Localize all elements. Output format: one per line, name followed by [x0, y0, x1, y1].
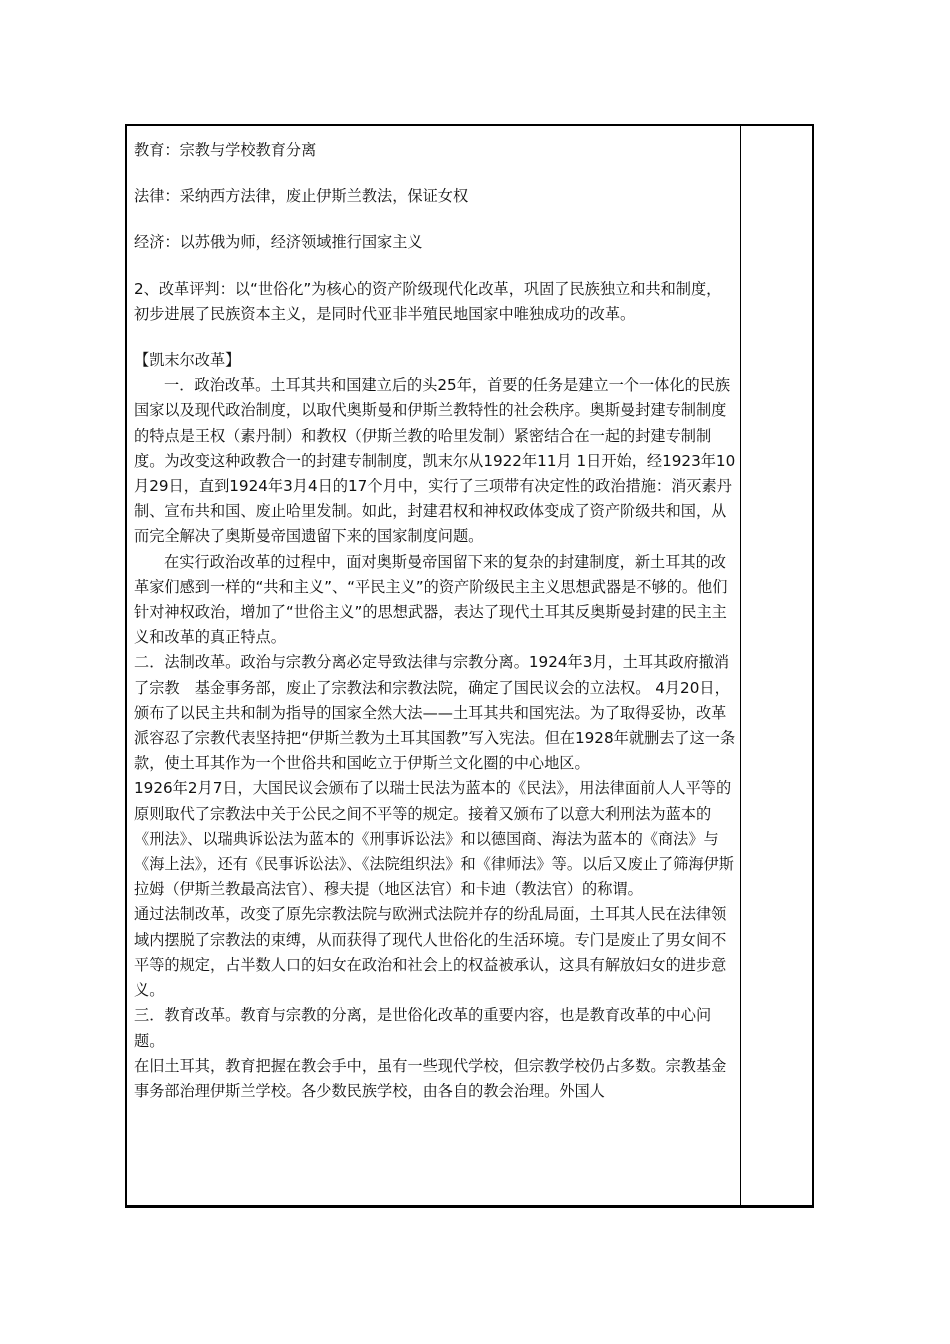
paragraph-old-education: 在旧土耳其，教育把握在教会手中，虽有一些现代学校，但宗教学校仍占多数。宗教基金事务部治理伊斯兰学校。各少数民族学校，由各自的教会治理。外国人	[134, 1056, 727, 1100]
paragraph-legal-effects: 通过法制改革，改变了原先宗教法院与欧洲式法院并存的纷乱局面，土耳其人民在法律领域内摆脱了宗教法的束缚，从而获得了现代人世俗化的生活环境。专门是废止了男女间不平等的规定，占半数人口的妇女在政治和社会上的权益被承认，这具有解放妇女的进步意义。	[134, 905, 727, 1000]
reform-evaluation: 2、改革评判：以“世俗化”为核心的资产阶级现代化改革，巩固了民族独立和共和制度，初步进展了民族资本主义，是同时代亚非半殖民地国家中唯独成功的改革。	[134, 279, 722, 323]
note-law: 法律：采纳西方法律，废止伊斯兰教法，保证女权	[134, 187, 469, 206]
paragraph-education-reform: 三．教育改革。教育与宗教的分离，是世俗化改革的重要内容，也是教育改革的中心问题。	[134, 1006, 712, 1050]
section-heading: 【凯末尔改革】	[134, 351, 241, 370]
paragraph-legal-reform: 二．法制改革。政治与宗教分离必定导致法律与宗教分离。1924年3月，土耳其政府撤消了宗教 基金事务部，废止了宗教法和宗教法院，确定了国民议会的立法权。 4月20日，颁布了以民主共和制为指导的国家全然大法——土耳其共和国宪法。为了取得妥协，改革派容忍了宗教代表坚持把“伊斯兰教为土耳其国教”写入宪法。但在1928年就删去了这一条款，使土耳其作为一个世俗共和国屹立于伊斯兰文化圈的中心地区。	[134, 653, 736, 773]
document-content	[134, 138, 736, 1204]
column-divider	[740, 124, 741, 1208]
paragraph-secularism: 在实行政治改革的过程中，面对奥斯曼帝国留下来的复杂的封建制度，新土耳其的改革家们感到一样的“共和主义”、“平民主义”的资产阶级民主主义思想武器是不够的。他们针对神权政治，增加了“世俗主义”的思想武器，表达了现代土耳其反奥斯曼封建的民主主义和改革的真正特点。	[134, 552, 728, 647]
note-economy: 经济：以苏俄为师，经济领域推行国家主义	[134, 233, 423, 252]
paragraph-civil-code: 1926年2月7日，大国民议会颁布了以瑞士民法为蓝本的《民法》，用法律面前人人平等的原则取代了宗教法中关于公民之间不平等的规定。接着又颁布了以意大利刑法为蓝本的《刑法》、以瑞典诉讼法为蓝本的《刑事诉讼法》和以德国商、海法为蓝本的《商法》与《海上法》，还有《民事诉讼法》、《法院组织法》和《律师法》等。以后又废止了筛海伊斯拉姆（伊斯兰教最高法官）、穆夫提（地区法官）和卡迪（教法官）的称谓。	[134, 779, 734, 899]
paragraph-political-reform: 一．政治改革。土耳其共和国建立后的头25年，首要的任务是建立一个一体化的民族国家以及现代政治制度，以取代奥斯曼和伊斯兰教特性的社会秩序。奥斯曼封建专制制度的特点是王权（素丹制）和教权（伊斯兰教的哈里发制）紧密结合在一起的封建专制制度。为改变这种政教合一的封建专制制度，凯末尔从1922年11月 1日开始，经1923年10月29日，直到1924年3月4日的17个月中，实行了三项带有决定性的政治措施：消灭素丹制、宣布共和国、废止哈里发制。如此，封建君权和神权政体变成了资产阶级共和国，从而完全解决了奥斯曼帝国遗留下来的国家制度问题。	[134, 376, 736, 546]
note-education: 教育：宗教与学校教育分离	[134, 141, 317, 159]
